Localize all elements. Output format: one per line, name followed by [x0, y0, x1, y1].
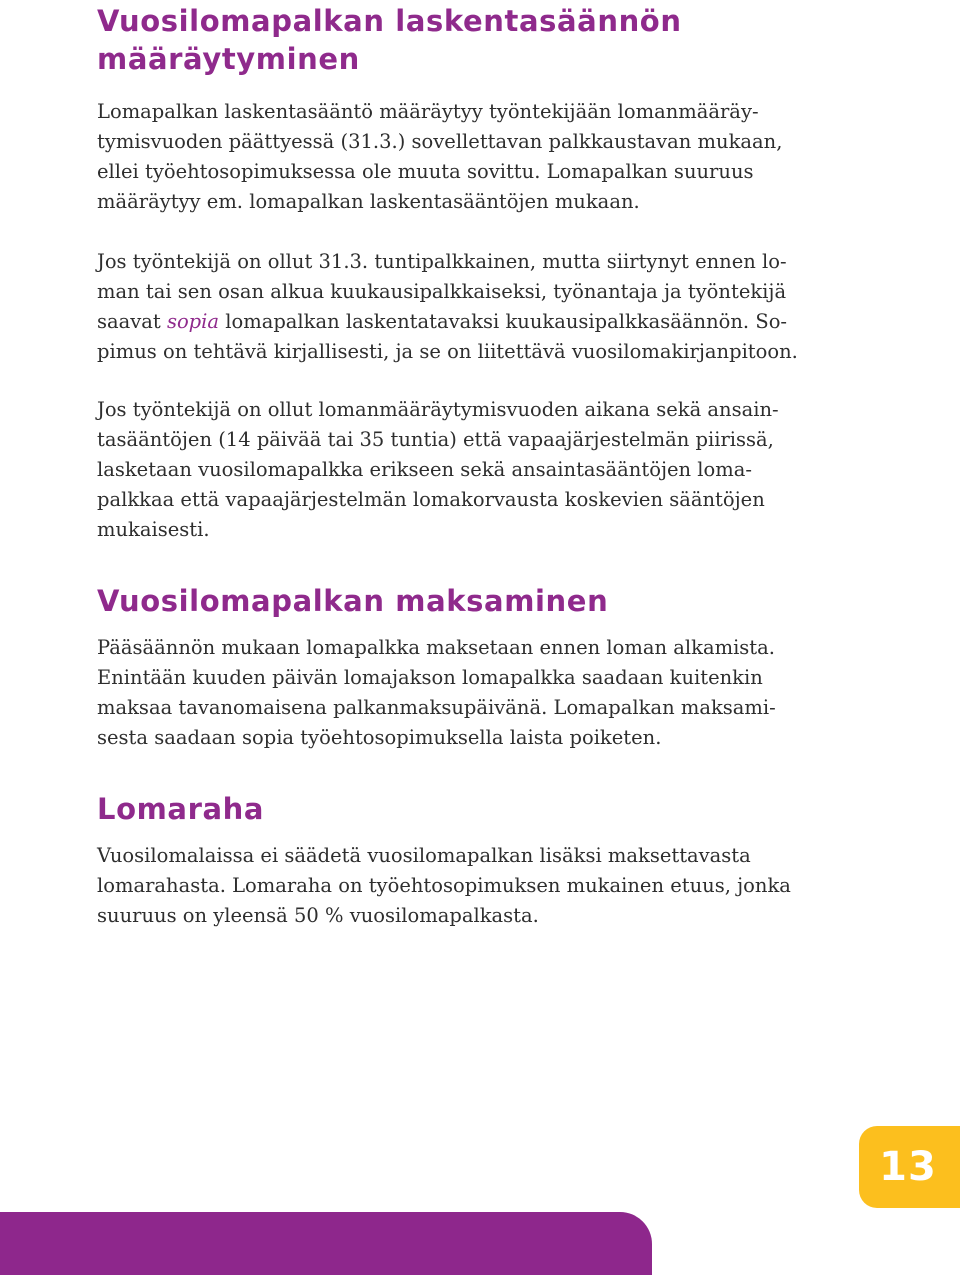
- emphasized-term: sopia: [166, 310, 220, 333]
- text-line: [97, 307, 857, 337]
- section-heading-payment: Vuosilomapalkan maksaminen: [97, 584, 609, 618]
- page-number: 13: [879, 1144, 937, 1190]
- text-line: mukaisesti.: [97, 518, 210, 541]
- text-line: lomarahasta. Lomaraha on työehtosopimuksen mukainen etuus, jonka: [97, 874, 791, 897]
- text-line: ellei työehtosopimuksessa ole muuta sovittu. Lomapalkan suuruus: [97, 160, 754, 183]
- paragraph-calc-rule-2: [97, 247, 857, 367]
- heading-line: määräytyminen: [97, 42, 360, 76]
- text-line: määräytyy em. lomapalkan laskentasääntöjen mukaan.: [97, 190, 640, 213]
- text-fragment: lomapalkan laskentatavaksi kuukausipalkkasäännön. So-: [219, 310, 788, 333]
- footer-bar: [0, 1212, 652, 1275]
- text-line: Jos työntekijä on ollut 31.3. tuntipalkkainen, mutta siirtynyt ennen lo-: [97, 250, 787, 273]
- paragraph-bonus: [97, 841, 857, 931]
- heading-line: Vuosilomapalkan laskentasäännön: [97, 4, 682, 38]
- paragraph-calc-rule-3: [97, 395, 857, 545]
- text-line: Enintään kuuden päivän lomajakson lomapalkka saadaan kuitenkin: [97, 666, 763, 689]
- text-line: tymisvuoden päättyessä (31.3.) sovellettavan palkkaustavan mukaan,: [97, 130, 783, 153]
- text-line: sesta saadaan sopia työehtosopimuksella laista poiketen.: [97, 726, 662, 749]
- text-line: tasääntöjen (14 päivää tai 35 tuntia) että vapaajärjestelmän piirissä,: [97, 428, 774, 451]
- text-line: suuruus on yleensä 50 % vuosilomapalkasta.: [97, 904, 539, 927]
- page-number-badge: [859, 1126, 960, 1208]
- text-line: man tai sen osan alkua kuukausipalkkaiseksi, työnantaja ja työntekijä: [97, 280, 787, 303]
- text-line: palkkaa että vapaajärjestelmän lomakorvausta koskevien sääntöjen: [97, 488, 765, 511]
- text-line: maksaa tavanomaisena palkanmaksupäivänä. Lomapalkan maksami-: [97, 696, 776, 719]
- paragraph-payment: [97, 633, 857, 753]
- text-line: lasketaan vuosilomapalkka erikseen sekä ansaintasääntöjen loma-: [97, 458, 752, 481]
- text-fragment: saavat: [97, 310, 167, 333]
- section-heading-bonus: Lomaraha: [97, 792, 265, 826]
- text-line: pimus on tehtävä kirjallisesti, ja se on liitettävä vuosilomakirjanpitoon.: [97, 340, 798, 363]
- text-line: Pääsäännön mukaan lomapalkka maksetaan ennen loman alkamista.: [97, 636, 775, 659]
- text-line: Vuosilomalaissa ei säädetä vuosilomapalkan lisäksi maksettavasta: [97, 844, 751, 867]
- paragraph-calc-rule-1: [97, 97, 857, 217]
- text-line: Lomapalkan laskentasääntö määräytyy työntekijään lomanmääräy-: [97, 100, 759, 123]
- text-line: Jos työntekijä on ollut lomanmääräytymisvuoden aikana sekä ansain-: [97, 398, 779, 421]
- section-heading-calc-rule: [97, 2, 797, 78]
